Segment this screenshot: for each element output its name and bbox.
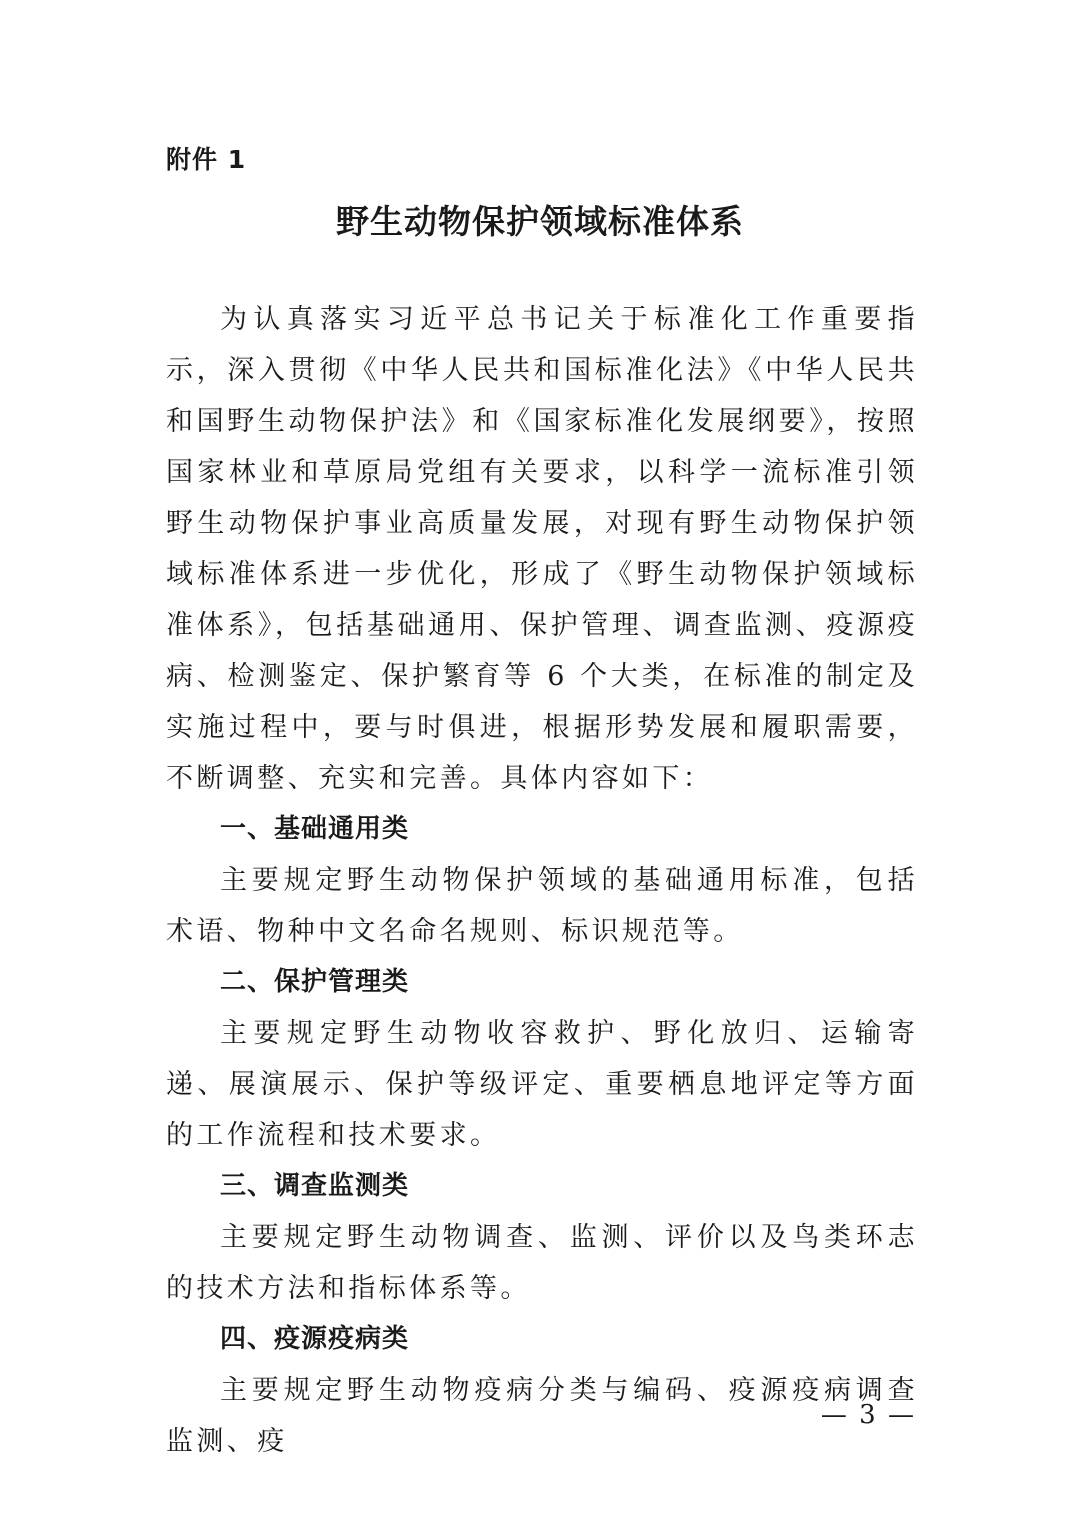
section-heading-management: 二、保护管理类 [220, 967, 410, 997]
section-text-disease: 主要规定野生动物疫病分类与编码、疫源疫病调查监测、疫 [166, 1375, 918, 1457]
attachment-label: 附件 1 [166, 145, 247, 174]
section-heading-survey: 三、调查监测类 [220, 1171, 410, 1201]
document-body [166, 294, 918, 1467]
section-text-survey: 主要规定野生动物调查、监测、评价以及鸟类环志的技术方法和指标体系等。 [166, 1222, 918, 1304]
section-text-management: 主要规定野生动物收容救护、野化放归、运输寄递、展演展示、保护等级评定、重要栖息地评定等方面的工作流程和技术要求。 [166, 1018, 918, 1151]
section-heading-disease: 四、疫源疫病类 [220, 1324, 410, 1354]
section-heading-basic: 一、基础通用类 [220, 814, 410, 844]
intro-paragraph: 为认真落实习近平总书记关于标准化工作重要指示，深入贯彻《中华人民共和国标准化法》《中华人民共和国野生动物保护法》和《国家标准化发展纲要》，按照国家林业和草原局党组有关要求，以科学一流标准引领野生动物保护事业高质量发展，对现有野生动物保护领域标准体系进一步优化，形成了《野生动物保护领域标准体系》，包括基础通用、保护管理、调查监测、疫源疫病、检测鉴定、保护繁育等 6 个大类，在标准的制定及实施过程中，要与时俱进，根据形势发展和履职需要，不断调整、充实和完善。具体内容如下： [166, 304, 918, 794]
section-text-basic: 主要规定野生动物保护领域的基础通用标准，包括术语、物种中文名命名规则、标识规范等。 [166, 865, 918, 947]
document-title: 野生动物保护领域标准体系 [336, 202, 744, 241]
page-number: — 3 — [820, 1400, 916, 1430]
